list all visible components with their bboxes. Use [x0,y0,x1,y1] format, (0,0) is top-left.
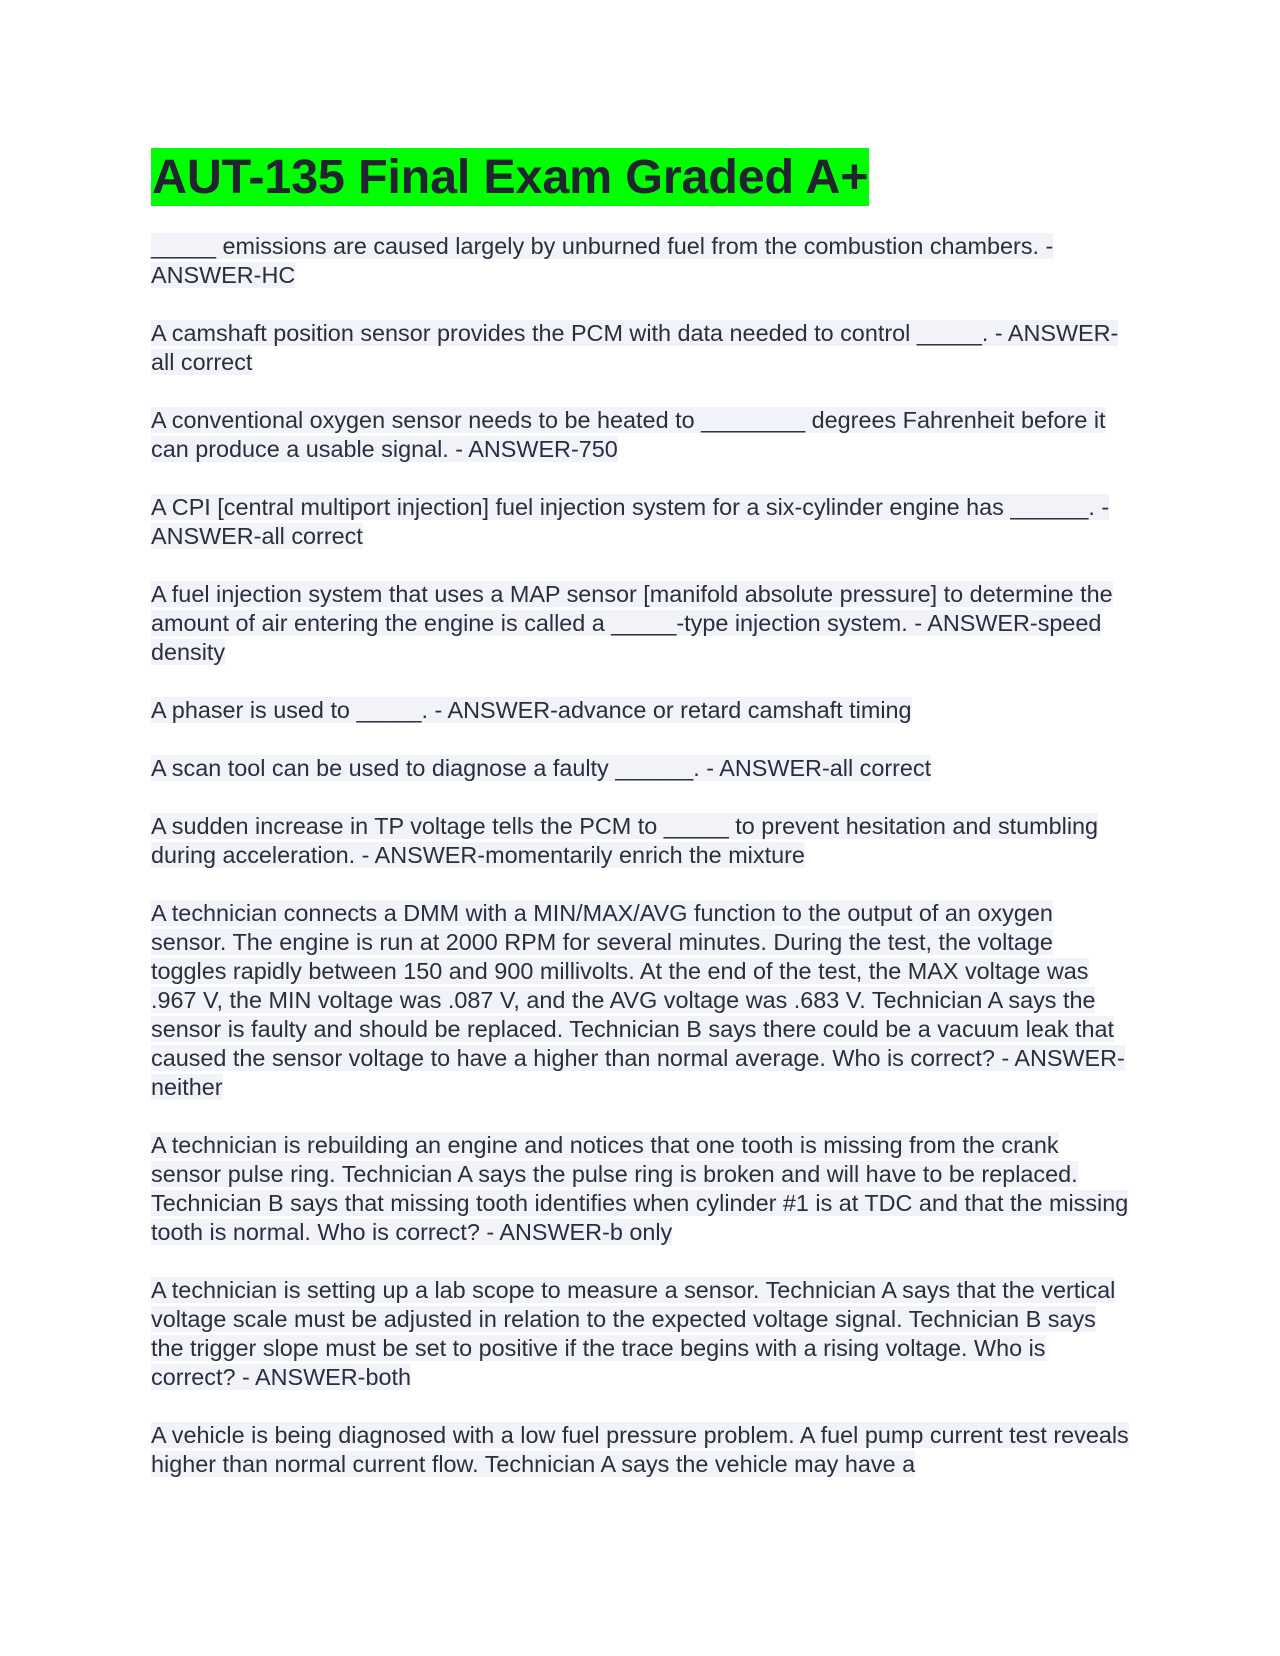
qa-item [151,1421,1131,1479]
qa-item [151,754,1131,783]
qa-item [151,406,1131,464]
qa-text: _____ emissions are caused largely by unburned fuel from the combustion chambers. - ANSWER-HC [151,233,1054,288]
qa-item [151,319,1131,377]
qa-item [151,1131,1131,1247]
qa-item [151,580,1131,667]
qa-text: A CPI [central multiport injection] fuel injection system for a six-cylinder engine has ______. - ANSWER-all correct [151,494,1110,549]
qa-item [151,1276,1131,1392]
qa-item [151,493,1131,551]
qa-text: A fuel injection system that uses a MAP sensor [manifold absolute pressure] to determine the amount of air entering the engine is called a _____-type injection system. - ANSWER-speed density [151,581,1113,665]
qa-text: A camshaft position sensor provides the PCM with data needed to control _____. - ANSWER-all correct [151,320,1119,375]
qa-list [151,232,1131,1479]
qa-text: A conventional oxygen sensor needs to be heated to ________ degrees Fahrenheit before it can produce a usable signal. - ANSWER-750 [151,407,1106,462]
qa-item [151,696,1131,725]
qa-text: A vehicle is being diagnosed with a low fuel pressure problem. A fuel pump current test reveals higher than normal current flow. Technician A says the vehicle may have a [151,1422,1129,1477]
qa-text: A technician connects a DMM with a MIN/MAX/AVG function to the output of an oxygen sensor. The engine is run at 2000 RPM for several minutes. During the test, the voltage toggles rapidly between 150 and 900 millivolts. At the end of the test, the MAX voltage was .967 V, the MIN voltage was .087 V, and the AVG voltage was .683 V. Technician A says the sensor is faulty and should be replaced. Technician B says there could be a vacuum leak that caused the sensor voltage to have a higher than normal average. Who is correct? - ANSWER-neither [151,900,1125,1100]
qa-item [151,812,1131,870]
document-title: AUT-135 Final Exam Graded A+ [152,150,869,204]
qa-text: A phaser is used to _____. - ANSWER-advance or retard camshaft timing [151,697,912,723]
qa-text: A sudden increase in TP voltage tells the PCM to _____ to prevent hesitation and stumbling during acceleration. - ANSWER-momentarily enrich the mixture [151,813,1099,868]
qa-text: A scan tool can be used to diagnose a faulty ______. - ANSWER-all correct [151,755,932,781]
qa-item [151,232,1131,290]
qa-text: A technician is rebuilding an engine and notices that one tooth is missing from the crank sensor pulse ring. Technician A says the pulse ring is broken and will have to be replaced. Technician B says that missing tooth identifies when cylinder #1 is at TDC and that the missing tooth is normal. Who is correct? - ANSWER-b only [151,1132,1129,1245]
qa-item [151,899,1131,1102]
document-page [151,148,1131,1508]
qa-text: A technician is setting up a lab scope to measure a sensor. Technician A says that the vertical voltage scale must be adjusted in relation to the expected voltage signal. Technician B says the trigger slope must be set to positive if the trace begins with a rising voltage. Who is correct? - ANSWER-both [151,1277,1116,1390]
